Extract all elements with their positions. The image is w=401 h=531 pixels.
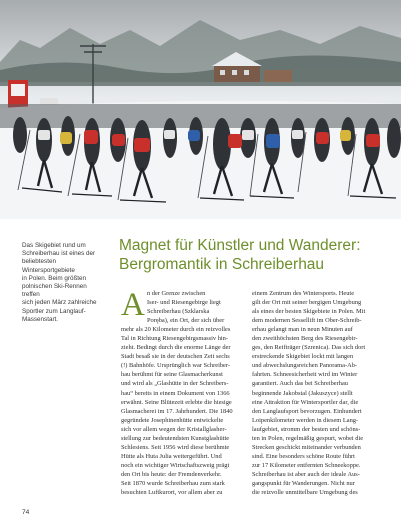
article-line: zur 17 Kilometer entfernten Schneekoppe. — [252, 461, 361, 469]
article-line: Stadt besaß sie in der deutschen Zeit sechs — [121, 353, 230, 361]
article-headline — [119, 236, 389, 274]
article-line: sind. Eine besonders schöne Route führt — [252, 452, 355, 460]
article-line: den Ort bis heute: der Fremdenverkehr. — [121, 470, 222, 478]
article-line: Schlesiens. Seit 1956 wird diese berühmte — [121, 443, 230, 451]
article-line: fahrten. Schneesicherheit wird im Winter — [252, 371, 358, 379]
caption-line: in Polen. Beim größten — [22, 274, 87, 282]
headline-line-2: Bergromantik in Schreiberhau — [119, 256, 325, 273]
caption-line: polnischen Ski-Rennen treffen — [22, 283, 87, 299]
article-line: mehr als 20 Kilometer durch ein reizvolles — [121, 326, 231, 334]
article-line: zieht. Bedingt durch die enorme Länge der — [121, 344, 231, 352]
photo-caption — [22, 242, 106, 324]
article-line: die reizvolle unmittelbare Umgebung des — [252, 489, 358, 497]
article-line: Schreiberhau (Szklarska — [147, 308, 210, 316]
article-line: erstreckende Skigebiet lockt mit langen — [252, 353, 354, 361]
article-line: Loipenkilometer werden in diesem Lang- — [252, 416, 359, 424]
page-number: 74 — [22, 509, 30, 516]
article-line: laufgebiet, stromm der besten und schöns- — [252, 425, 361, 433]
article-line: eine Attraktion für Wintersportler dar, die — [252, 398, 359, 406]
article-line: noch ein wichtiger Wirtschaftszweig prägt — [121, 461, 230, 469]
article-line: gilt der Ort mit seiner bergigen Umgebung — [252, 299, 362, 307]
article-line: Strecken geschickt miteinander verbunden — [252, 443, 361, 451]
article-line: gegründete Josephinenhütte entwickelte — [121, 416, 224, 424]
article-line: ges, den Reifträger (Szrenica). Das sich dort — [252, 344, 366, 352]
article-line: ten in Polen, regelmäßig gespurt, wobei die — [252, 434, 364, 442]
photo-ski-mass-start — [0, 0, 401, 219]
caption-line: Schreiberhau ist eines der — [22, 250, 96, 258]
article-line: besuchten Luftkurort, vor allem aber zu — [121, 489, 223, 497]
article-line: hau berühmt für seine Glasmacherkunst — [121, 371, 223, 379]
caption-line: sich jeden März zahlreiche — [22, 299, 97, 307]
caption-line: beliebtesten Wintersportgebiete — [22, 258, 75, 274]
article-line: erwähnt. Seine Blütezeit erlebte die hiesige — [121, 398, 232, 406]
article-line: n der Grenze zwischen — [147, 290, 206, 297]
article-line: Glasmacherei im 17. Jahrhundert. Die 1840 — [121, 407, 233, 415]
article-line: sich vor allem wegen der Kristallglasher- — [121, 425, 227, 433]
article-line: Poręba), ein Ort, der sich über — [147, 317, 225, 325]
headline-line-1: Magnet für Künstler und Wanderer: — [119, 237, 361, 254]
caption-line: Das Skigebiet rund um — [22, 242, 86, 249]
drop-cap: A — [121, 287, 145, 323]
article-line: gangspunkt für Wanderungen. Nicht nur — [252, 479, 355, 487]
caption-line: Massenstart. — [22, 315, 59, 323]
article-line: erhau gelangt man in neun Minuten auf — [252, 326, 353, 334]
article-column-1 — [121, 289, 245, 497]
article-line: garantiert. Auch das bei Schreiberhau — [252, 380, 348, 388]
caption-line: Sportler zum Langlauf- — [22, 307, 86, 315]
ski-race-illustration — [0, 0, 401, 219]
article-line: den zweithöchsten Berg des Riesengebir- — [252, 335, 358, 343]
article-line: dem modernen Sessellift im Ober-Schreib- — [252, 317, 362, 325]
article-line: und wird als „Glashütte in der Schreibers- — [121, 380, 229, 388]
article-line: den Langlaufsport bevorzugen. Einhundert — [252, 407, 362, 415]
article-line: einem Zentrum des Wintersports. Heute — [252, 290, 355, 297]
article-line: Schreiberhau ist aber auch der ideale Aus- — [252, 470, 360, 478]
article-line: Hütte als Huta Julia weitergeführt. Und — [121, 452, 222, 460]
article-line: beginnende Jakobstal (Jakuszyce) stellt — [252, 389, 353, 397]
article-line: (!) Bahnhöfe. Ursprünglich war Schreiber- — [121, 362, 231, 370]
article-line: Tal in Richtung Riesengebirgsmassiv hin- — [121, 335, 228, 343]
article-line: Seit 1870 wurde Schreiberhau zum stark — [121, 479, 225, 487]
article-line: stellung zur bedeutendsten Kunstglashütte — [121, 434, 230, 442]
article-line: hau“ bereits in einem Dokument von 1366 — [121, 389, 230, 397]
article-line: und abwechslungsreichen Panorama-Ab- — [252, 362, 358, 370]
article-column-2 — [252, 289, 382, 497]
article-line: Iser- und Riesengebirge liegt — [147, 299, 221, 307]
article-line: als eines der besten Skigebiete in Polen. Mit — [252, 308, 366, 316]
